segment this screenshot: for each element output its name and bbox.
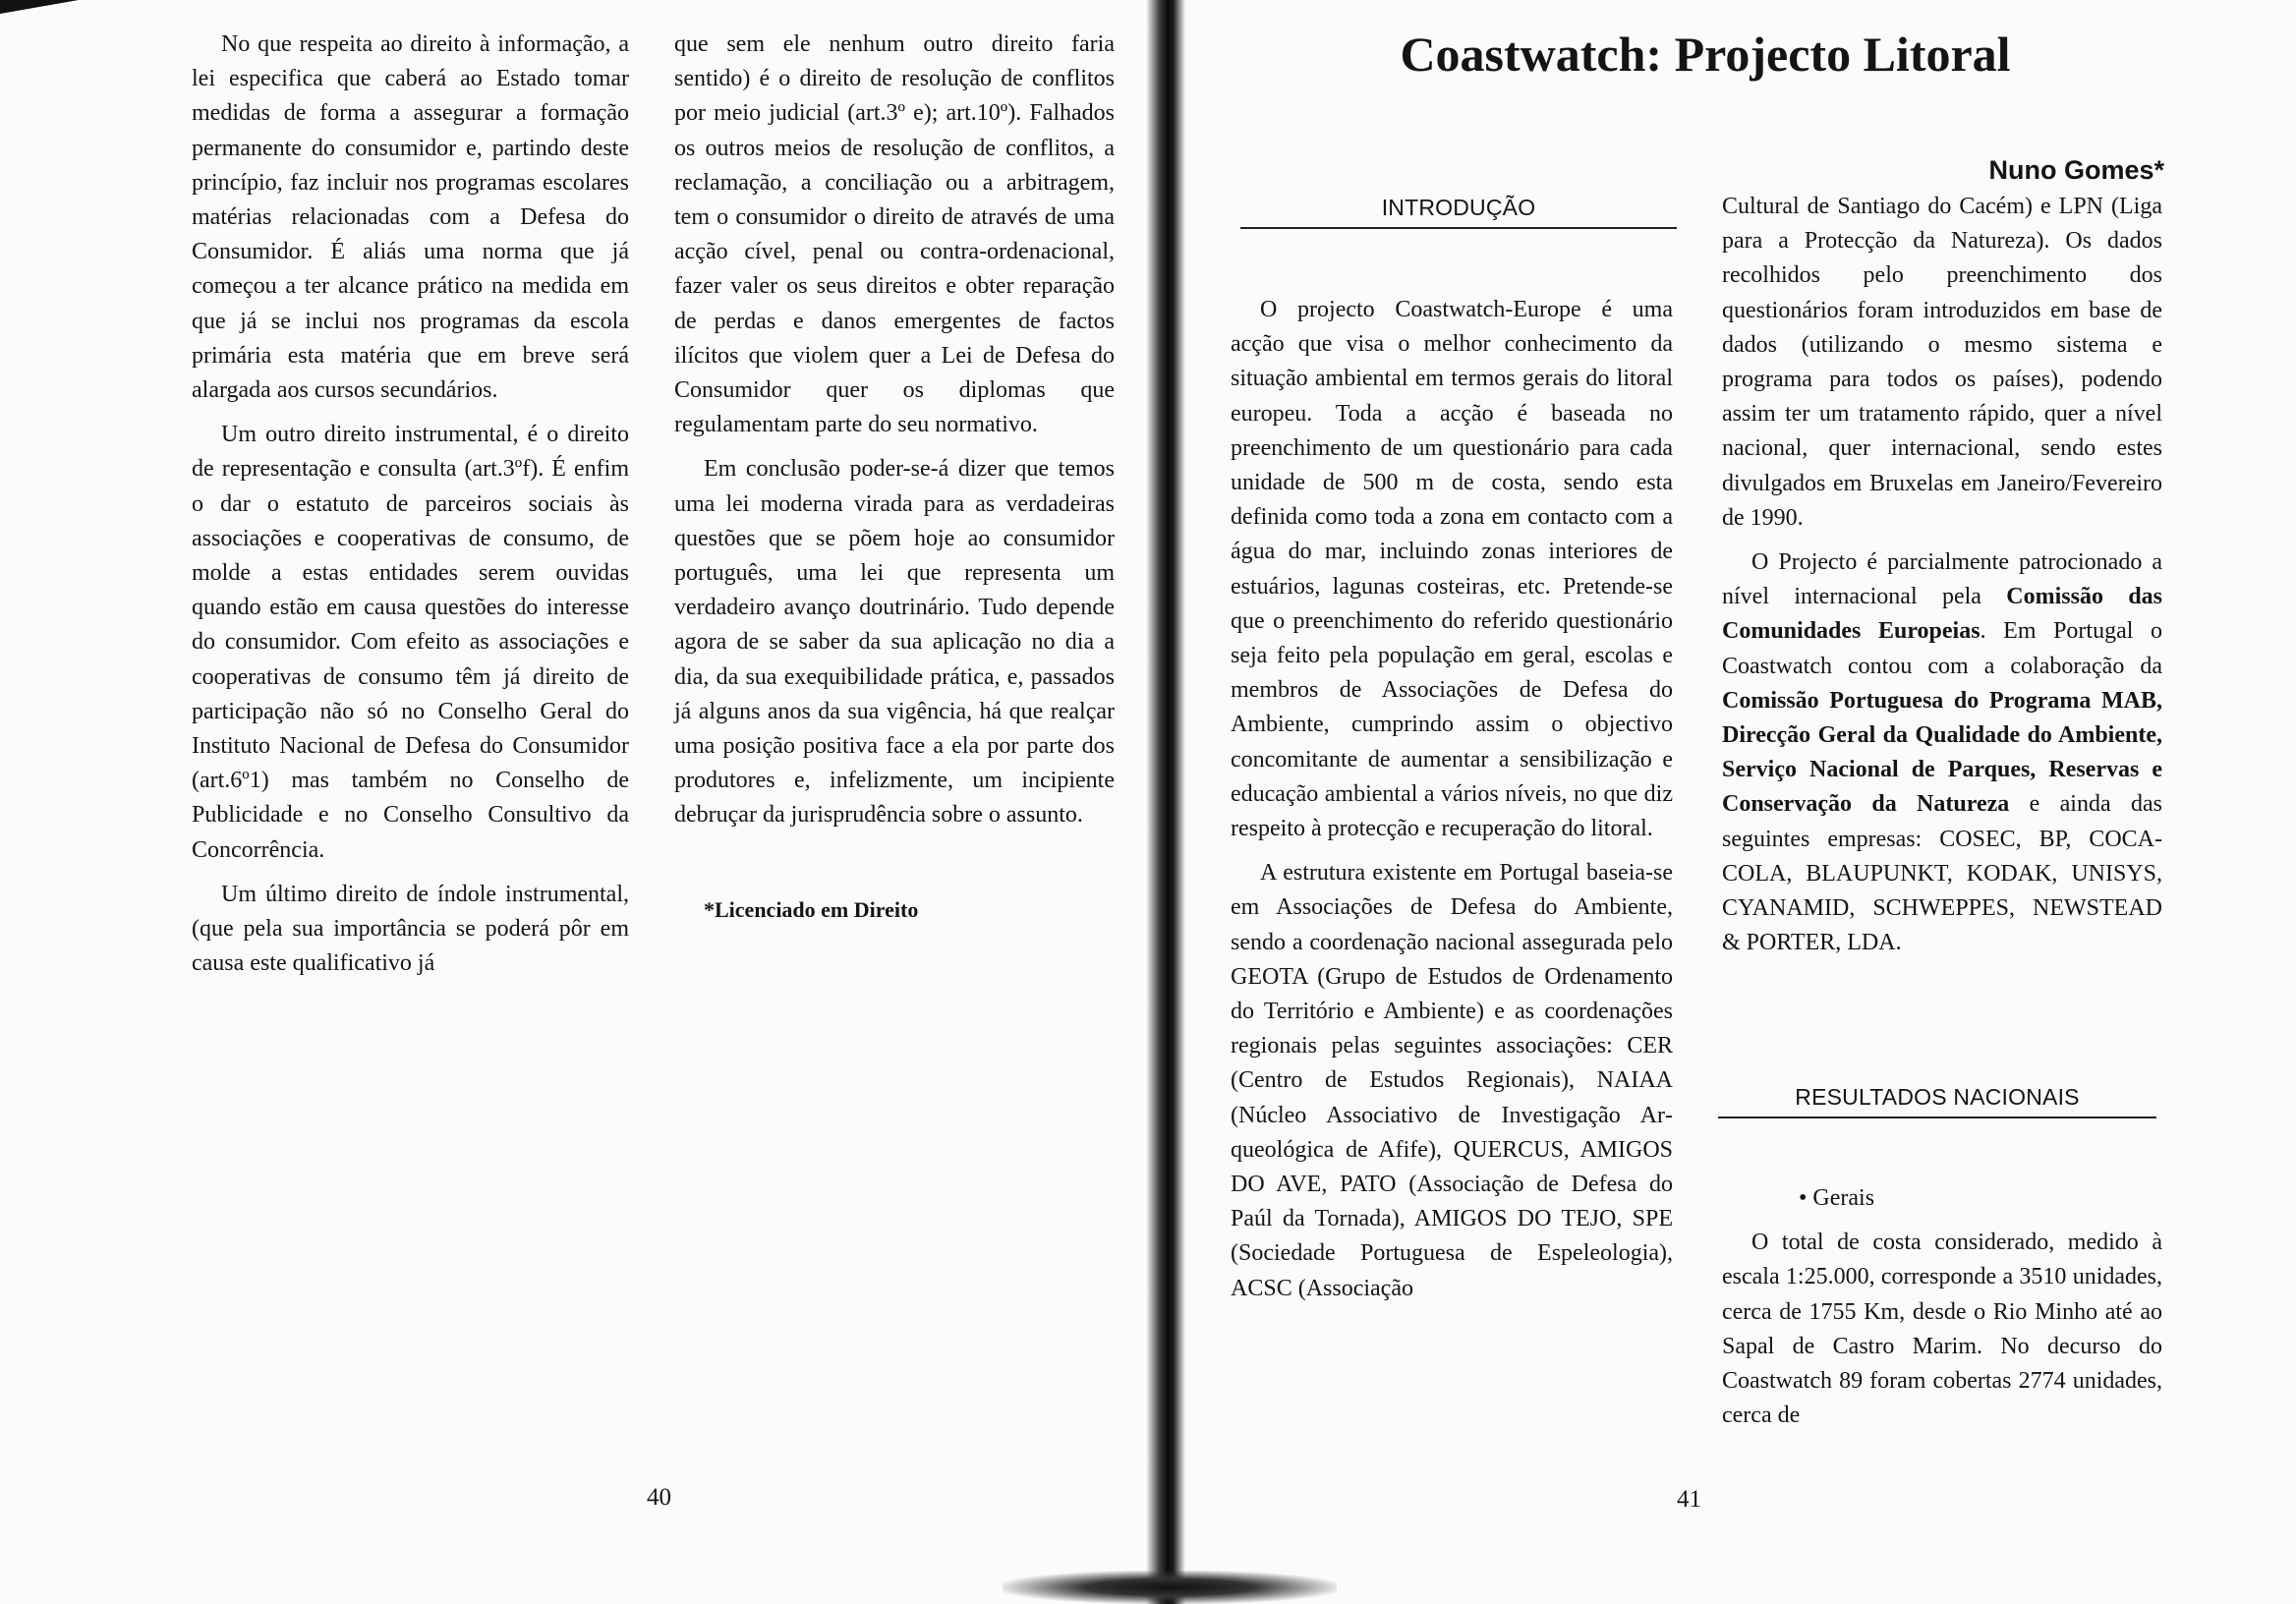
book-gutter-shadow [1146, 0, 1185, 1604]
paragraph: Um último direito de índole instrumental, (que pela sua importância se poderá pôr em causa este qualificativo já [192, 881, 629, 977]
paragraph: Um outro direito instrumental, é o direito de representação e consulta (art.3ºf). É enfim o dar o estatuto de parceiros sociais às associações e cooperativas de consumo, de molde a estas entidades serem ouvidas quando estão em causa questões do interesse do consumidor. Com efeito as associações e cooperativas de consumo têm já direito de participação não só no Conselho Geral do Instituto Nacional de Defesa do Consumidor (art.6º1) mas também no Conselho de Publicidade e no Conselho Consultivo da Concorrência. [192, 422, 629, 863]
bold-org-names: Comissão Portuguesa do Programa MAB, Direcção Geral da Qualidade do Ambiente, Serviço Nacional de Parques, Reservas e Conservação da Natureza [1722, 687, 2162, 818]
author-footnote: *Licenciado em Direito [704, 896, 919, 922]
section-heading-introduction: INTRODUÇÃO [1240, 195, 1677, 229]
paragraph: No que respeita ao direito à informação, a lei especifica que caberá ao Estado tomar medidas de forma a assegurar a formação permanente do consumidor e, partindo deste princípio, faz incluir nos programas escolares matérias relacionadas com a Defesa do Consumidor. É aliás uma norma que já começou a ter alcance prático na medida em que já se inclui nos programas da escola primária esta matéria que em breve será alargada aos cursos secundários. [192, 31, 629, 404]
paragraph: Em conclusão poder-se-á dizer que temos uma lei moderna virada para as verdadeiras questões que se põem hoje ao consumidor português, uma lei que representa um verdadeiro avanço doutrinário. Tudo depende agora de se saber da sua aplicação no dia a dia, da sua exequibilidade prática, e, passados já alguns anos da sua vigência, há que realçar uma posição positiva face a ela por parte dos produtores e, infelizmente, um incipiente debruçar da jurisprudência sobre o assunto. [674, 456, 1115, 829]
text-run: O Projecto é parcialmente patrocionado a nível internacional pela [1722, 549, 2162, 610]
text-run: e ainda das seguintes empresas: COSEC, BP, COCA-COLA, BLAUPUNKT, KODAK, UNISYS, CYANAMID, SCHWEPPES, NEWSTEAD & PORTER, LDA. [1722, 791, 2162, 956]
paragraph: que sem ele nenhum outro direito faria sentido) é o direito de resolução de conflitos por meio judicial (art.3º e); art.10º). Falhados os outros meios de resolução de conflitos, a reclamação, a conciliação ou a arbitragem, tem o consumidor o direito de através de uma acção cível, penal ou contra-ordenacional, fazer valer os seus direitos e obter reparação de perdas e danos emergentes de factos ilícitos que violem quer a Lei de Defesa do Consumidor quer os diplomas que regulamentam parte do seu normativo. [674, 31, 1115, 438]
book-gutter-base-shadow [1003, 1571, 1337, 1604]
scan-edge-mark [0, 0, 79, 14]
right-column-1 [1231, 293, 1673, 1306]
right-column-2 [1722, 190, 2162, 960]
bold-org-name: Comissão das Comunidades Europeias [1722, 584, 2163, 645]
subsection-bullet: • Gerais [1799, 1185, 1875, 1211]
page-number-right: 41 [1677, 1486, 1701, 1513]
left-column-1 [192, 28, 629, 981]
paragraph: O projecto Coastwatch-Europe é uma acção que visa o melhor conhecimento da situação ambiental em termos gerais do litoral europeu. Toda a acção é baseada no preenchimento de um questionário para cada unidade de 500 m de costa, sendo esta definida como toda a zona em contacto com a água do mar, incluindo zonas interiores de estuários, lagunas costeiras, etc. Pretende-se que o preenchimento do referido questionário seja feito pela população em geral, escolas e membros de Associações de Defesa do Ambiente, cumprindo assim o objectivo concomitante de aumentar a sensibilização e educação ambiental a vários níveis, no que diz respeito à protecção e recuperação do litoral. [1231, 297, 1673, 842]
right-column-2-continued [1722, 1181, 2162, 1433]
paragraph: O total de costa considerado, medido à escala 1:25.000, corresponde a 3510 unidades, cerca de 1755 Km, desde o Rio Minho até ao Sapal de Castro Marim. No decurso do Coastwatch 89 foram cobertas 2774 unidades, cerca de [1722, 1230, 2162, 1429]
paragraph-sponsors [1722, 545, 2162, 960]
left-column-2 [674, 28, 1115, 927]
page-number-left: 40 [647, 1484, 671, 1511]
paragraph: A estrutura existente em Portugal baseia-se em Associações de Defesa do Ambiente, sendo a coordenação nacional assegurada pelo GEOTA (Grupo de Estudos de Ordenamento do Território e Ambiente) e as coordenações regionais pelas seguintes associações: CER (Centro de Estudos Regionais), NAIAA (Núcleo Associativo de Investigação Arqueológica de Afife), QUERCUS, AMIGOS DO AVE, PATO (Associação de Defesa do Paúl da Tornada), AMIGOS DO TEJO, SPE (Sociedade Portuguesa de Espeleologia), ACSC (Associação [1231, 860, 1673, 1301]
article-author: Nuno Gomes* [1988, 155, 2164, 185]
text-run: . Em Portugal o Coastwatch contou com a colaboração da [1722, 618, 2162, 679]
paragraph: Cultural de Santiago do Cacém) e LPN (Liga para a Protecção da Natureza). Os dados recolhidos pelo preenchimento dos questionários foram introduzidos em base de dados (utilizando o mesmo sistema e programa para todos os países), podendo assim ter um tratamento rápido, quer a nível nacional, quer internacional, sendo estes divulgados em Bruxelas em Janeiro/Fevereiro de 1990. [1722, 194, 2162, 531]
section-heading-results: RESULTADOS NACIONAIS [1718, 1084, 2156, 1118]
article-title: Coastwatch: Projecto Litoral [1400, 27, 2011, 82]
